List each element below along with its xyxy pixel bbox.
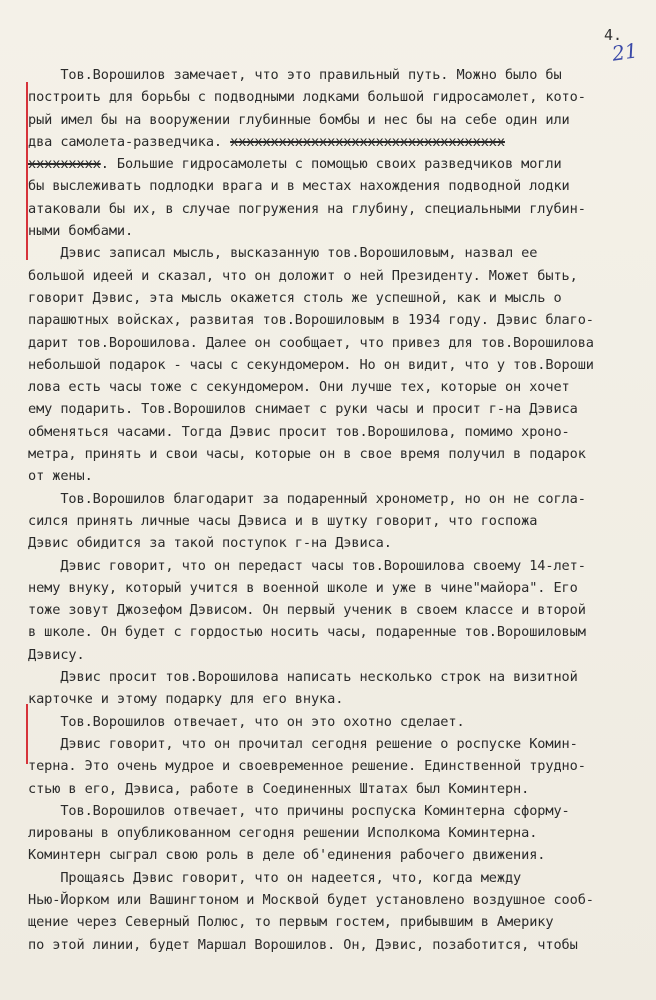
- text-line: [28, 934, 640, 956]
- text-line: [28, 64, 640, 86]
- line-text: большой идеей и сказал, что он доложит о ней Президенту. Может быть,: [28, 267, 578, 284]
- text-line: [28, 889, 640, 911]
- line-text: . Большие гидросамолеты с помощью своих разведчиков могли: [100, 156, 562, 173]
- line-text: по этой линии, будет Маршал Ворошилов. Он, Дэвис, позаботится, чтобы: [28, 936, 578, 953]
- text-line: [28, 465, 640, 487]
- struck-text: xxxxxxxxx: [28, 156, 101, 173]
- line-text: атаковали бы их, в случае погружения на глубину, специальными глубин-: [28, 200, 586, 217]
- line-text: Дэвис говорит, что он передаст часы тов.Ворошилова своему 14-лет-: [28, 557, 586, 574]
- line-text: ему подарить. Тов.Ворошилов снимает с руки часы и просит г-на Дэвиса: [28, 401, 578, 418]
- line-text: Тов.Ворошилов отвечает, что он это охотно сделает.: [28, 713, 465, 730]
- line-text: ными бомбами.: [28, 223, 134, 240]
- line-text: рый имел бы на вооружении глубинные бомбы и нес бы на себе один или: [28, 111, 570, 128]
- line-text: тоже зовут Джозефом Дэвисом. Он первый ученик в своем классе и второй: [28, 602, 586, 619]
- struck-text: xxxxxxxxxxxxxxxxxxxxxxxxxxxxxxxxxx: [230, 133, 505, 150]
- line-text: Дэвис просит тов.Ворошилова написать несколько строк на визитной: [28, 669, 578, 686]
- line-text: Прощаясь Дэвис говорит, что он надеется, что, когда между: [28, 869, 522, 886]
- line-text: два самолета-разведчика.: [28, 133, 231, 150]
- line-text: Дэвис обидится за такой поступок г-на Дэвиса.: [28, 535, 392, 552]
- line-text: сился принять личные часы Дэвиса и в шутку говорит, что госпожа: [28, 512, 538, 529]
- page-number: 4.: [604, 26, 623, 44]
- line-text: обменяться часами. Тогда Дэвис просит тов.Ворошилова, помимо хроно-: [28, 423, 570, 440]
- line-text: карточке и этому подарку для его внука.: [28, 691, 344, 708]
- text-line: [28, 309, 640, 331]
- text-line: [28, 86, 640, 108]
- line-text: Тов.Ворошилов отвечает, что причины роспуска Коминтерна сформу-: [28, 802, 570, 819]
- line-text: говорит Дэвис, эта мысль окажется столь же успешной, как и мысль о: [28, 289, 562, 306]
- text-line: [28, 666, 640, 688]
- line-text: Нью-Йорком или Вашингтоном и Москвой будет установлено воздушное сооб-: [28, 891, 594, 908]
- line-text: лова есть часы тоже с секундомером. Они лучше тех, которые он хочет: [28, 379, 570, 396]
- text-line: [28, 421, 640, 443]
- text-line: [28, 265, 640, 287]
- line-text: бы выслеживать подлодки врага и в местах нахождения подводной лодки: [28, 178, 570, 195]
- line-text: Коминтерн сыграл свою роль в деле об'единения рабочего движения.: [28, 847, 546, 864]
- text-line: [28, 175, 640, 197]
- line-text: лированы в опубликованном сегодня решении Исполкома Коминтерна.: [28, 825, 538, 842]
- text-line: [28, 220, 640, 242]
- text-line: [28, 488, 640, 510]
- line-text: от жены.: [28, 468, 93, 485]
- line-text: метра, принять и свои часы, которые он в свое время получил в подарок: [28, 446, 586, 463]
- text-line: [28, 688, 640, 710]
- line-text: парашютных войсках, развитая тов.Ворошиловым в 1934 году. Дэвис благо-: [28, 312, 594, 329]
- text-line: [28, 354, 640, 376]
- body-text: [28, 64, 640, 956]
- text-line: [28, 844, 640, 866]
- text-line: [28, 443, 640, 465]
- line-text: Дэвису.: [28, 646, 85, 663]
- line-text: Дэвис записал мысль, высказанную тов.Ворошиловым, назвал ее: [28, 245, 538, 262]
- text-line: [28, 621, 640, 643]
- text-line: [28, 867, 640, 889]
- text-line: [28, 778, 640, 800]
- text-line: [28, 800, 640, 822]
- line-text: в школе. Он будет с гордостью носить часы, подаренные тов.Ворошиловым: [28, 624, 586, 641]
- text-line: [28, 510, 640, 532]
- line-text: Тов.Ворошилов благодарит за подаренный хронометр, но он не согла-: [28, 490, 586, 507]
- text-line: [28, 242, 640, 264]
- line-text: щение через Северный Полюс, то первым гостем, прибывшим в Америку: [28, 914, 554, 931]
- line-text: дарит тов.Ворошилова. Далее он сообщает, что привез для тов.Ворошилова: [28, 334, 594, 351]
- text-line: [28, 711, 640, 733]
- line-text: стью в его, Дэвиса, работе в Соединенных Штатах был Коминтерн.: [28, 780, 530, 797]
- text-line: [28, 131, 640, 153]
- line-text: построить для борьбы с подводными лодками большой гидросамолет, кото-: [28, 89, 586, 106]
- handwritten-archive-number: 21: [610, 38, 639, 66]
- line-text: Тов.Ворошилов замечает, что это правильный путь. Можно было бы: [28, 67, 562, 83]
- text-line: [28, 287, 640, 309]
- text-line: [28, 198, 640, 220]
- text-line: [28, 153, 640, 175]
- text-line: [28, 577, 640, 599]
- line-text: Дэвис говорит, что он прочитал сегодня решение о роспуске Комин-: [28, 735, 578, 752]
- text-line: [28, 755, 640, 777]
- text-line: [28, 644, 640, 666]
- text-line: [28, 555, 640, 577]
- text-line: [28, 398, 640, 420]
- text-line: [28, 532, 640, 554]
- line-text: нему внуку, который учится в военной школе и уже в чине"майора". Его: [28, 579, 578, 596]
- text-line: [28, 911, 640, 933]
- text-line: [28, 109, 640, 131]
- text-line: [28, 332, 640, 354]
- text-line: [28, 822, 640, 844]
- text-line: [28, 599, 640, 621]
- text-line: [28, 376, 640, 398]
- line-text: небольшой подарок - часы с секундомером. Но он видит, что у тов.Вороши: [28, 356, 594, 373]
- line-text: терна. Это очень мудрое и своевременное решение. Единственной трудно-: [28, 758, 586, 775]
- text-line: [28, 733, 640, 755]
